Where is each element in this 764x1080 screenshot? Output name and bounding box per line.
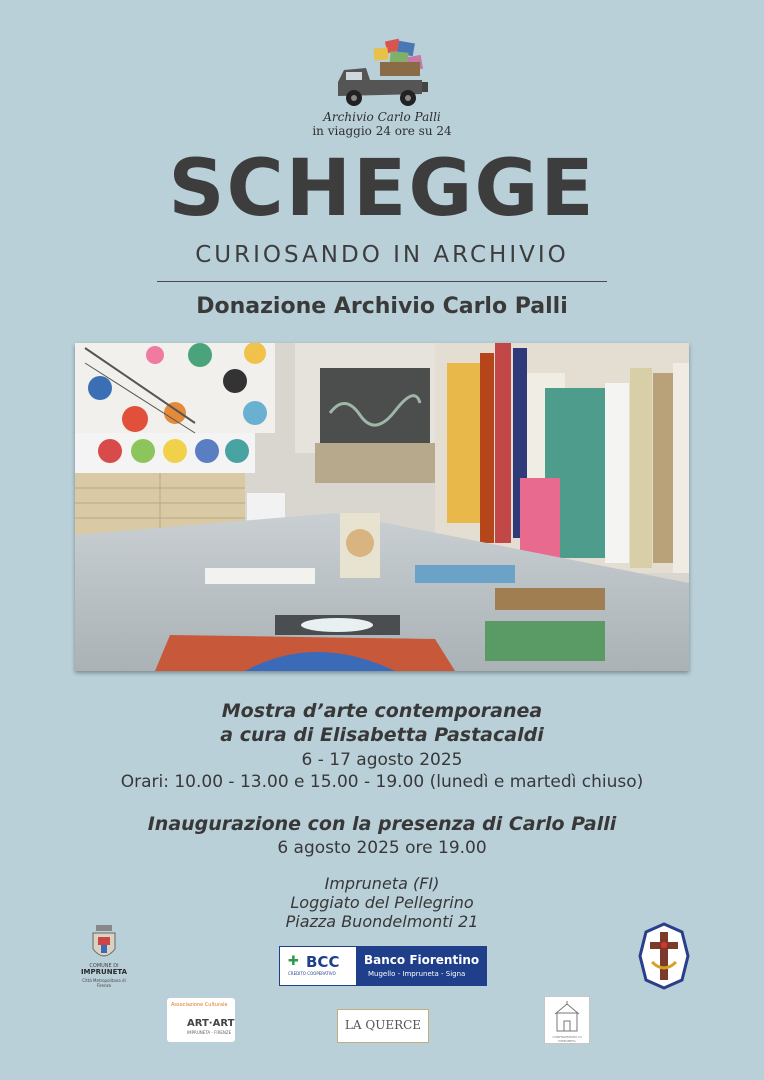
exhibition-hours: Orari: 10.00 - 13.00 e 15.00 - 19.00 (lunedì e martedì chiuso) [120,772,644,792]
title-divider [157,281,607,282]
art-art-arc-label: Associazione Culturale [171,1002,228,1008]
bcc-letters: BCC [306,953,340,971]
art-art-logo [167,998,235,1042]
archive-studio-photo [75,343,689,671]
opening-title: Inaugurazione con la presenza di Carlo Palli [147,813,617,835]
church-icon [553,1001,581,1033]
confraternita-logo [544,996,590,1044]
la-querce-name: LA QUERCE [344,1018,422,1032]
confraternita-label: CONFRATERNITA DI IMPRUNETA [552,1035,582,1043]
exhibition-dates: 6 - 17 agosto 2025 [301,750,463,770]
archive-name: Archivio Carlo Palli [323,110,441,124]
exhibition-type: Mostra d’arte contemporanea [221,700,543,722]
bcc-banco-fiorentino-logo [279,946,487,986]
impruneta-comune-label: COMUNE DI [89,963,119,969]
impruneta-name-label: IMPRUNETA [80,968,128,976]
cross-emblem-icon [638,922,690,990]
location-address: Piazza Buondelmonti 21 [285,912,479,931]
bcc-places: Mugello - Impruneta - Signa [368,970,466,978]
truck-logo [330,38,434,110]
bcc-small-label: CREDITO COOPERATIVO [288,971,336,976]
bcc-leaf-icon: ✚ [288,954,299,969]
location-venue: Loggiato del Pellegrino [290,893,474,912]
archive-tagline: in viaggio 24 ore su 24 [312,124,452,138]
impruneta-crest-icon [90,925,118,965]
la-querce-logo [337,1009,429,1043]
opening-date: 6 agosto 2025 ore 19.00 [277,838,487,858]
donation-heading: Donazione Archivio Carlo Palli [196,294,568,319]
exhibition-curator: a cura di Elisabetta Pastacaldi [220,724,544,746]
bcc-bank-panel [356,947,486,985]
location-town: Impruneta (FI) [324,874,440,893]
art-art-sub: IMPRUNETA - FIRENZE [187,1030,232,1035]
bcc-bank-name: Banco Fiorentino [364,953,480,967]
page-subtitle: CURIOSANDO IN ARCHIVIO [195,242,569,268]
impruneta-sub-label: Città Metropolitana di Firenze [82,978,126,988]
impruneta-logo [76,925,132,991]
art-art-name: ART·ART [187,1018,235,1029]
bcc-mark-panel [282,949,354,983]
page-title: SCHEGGE [168,144,596,234]
